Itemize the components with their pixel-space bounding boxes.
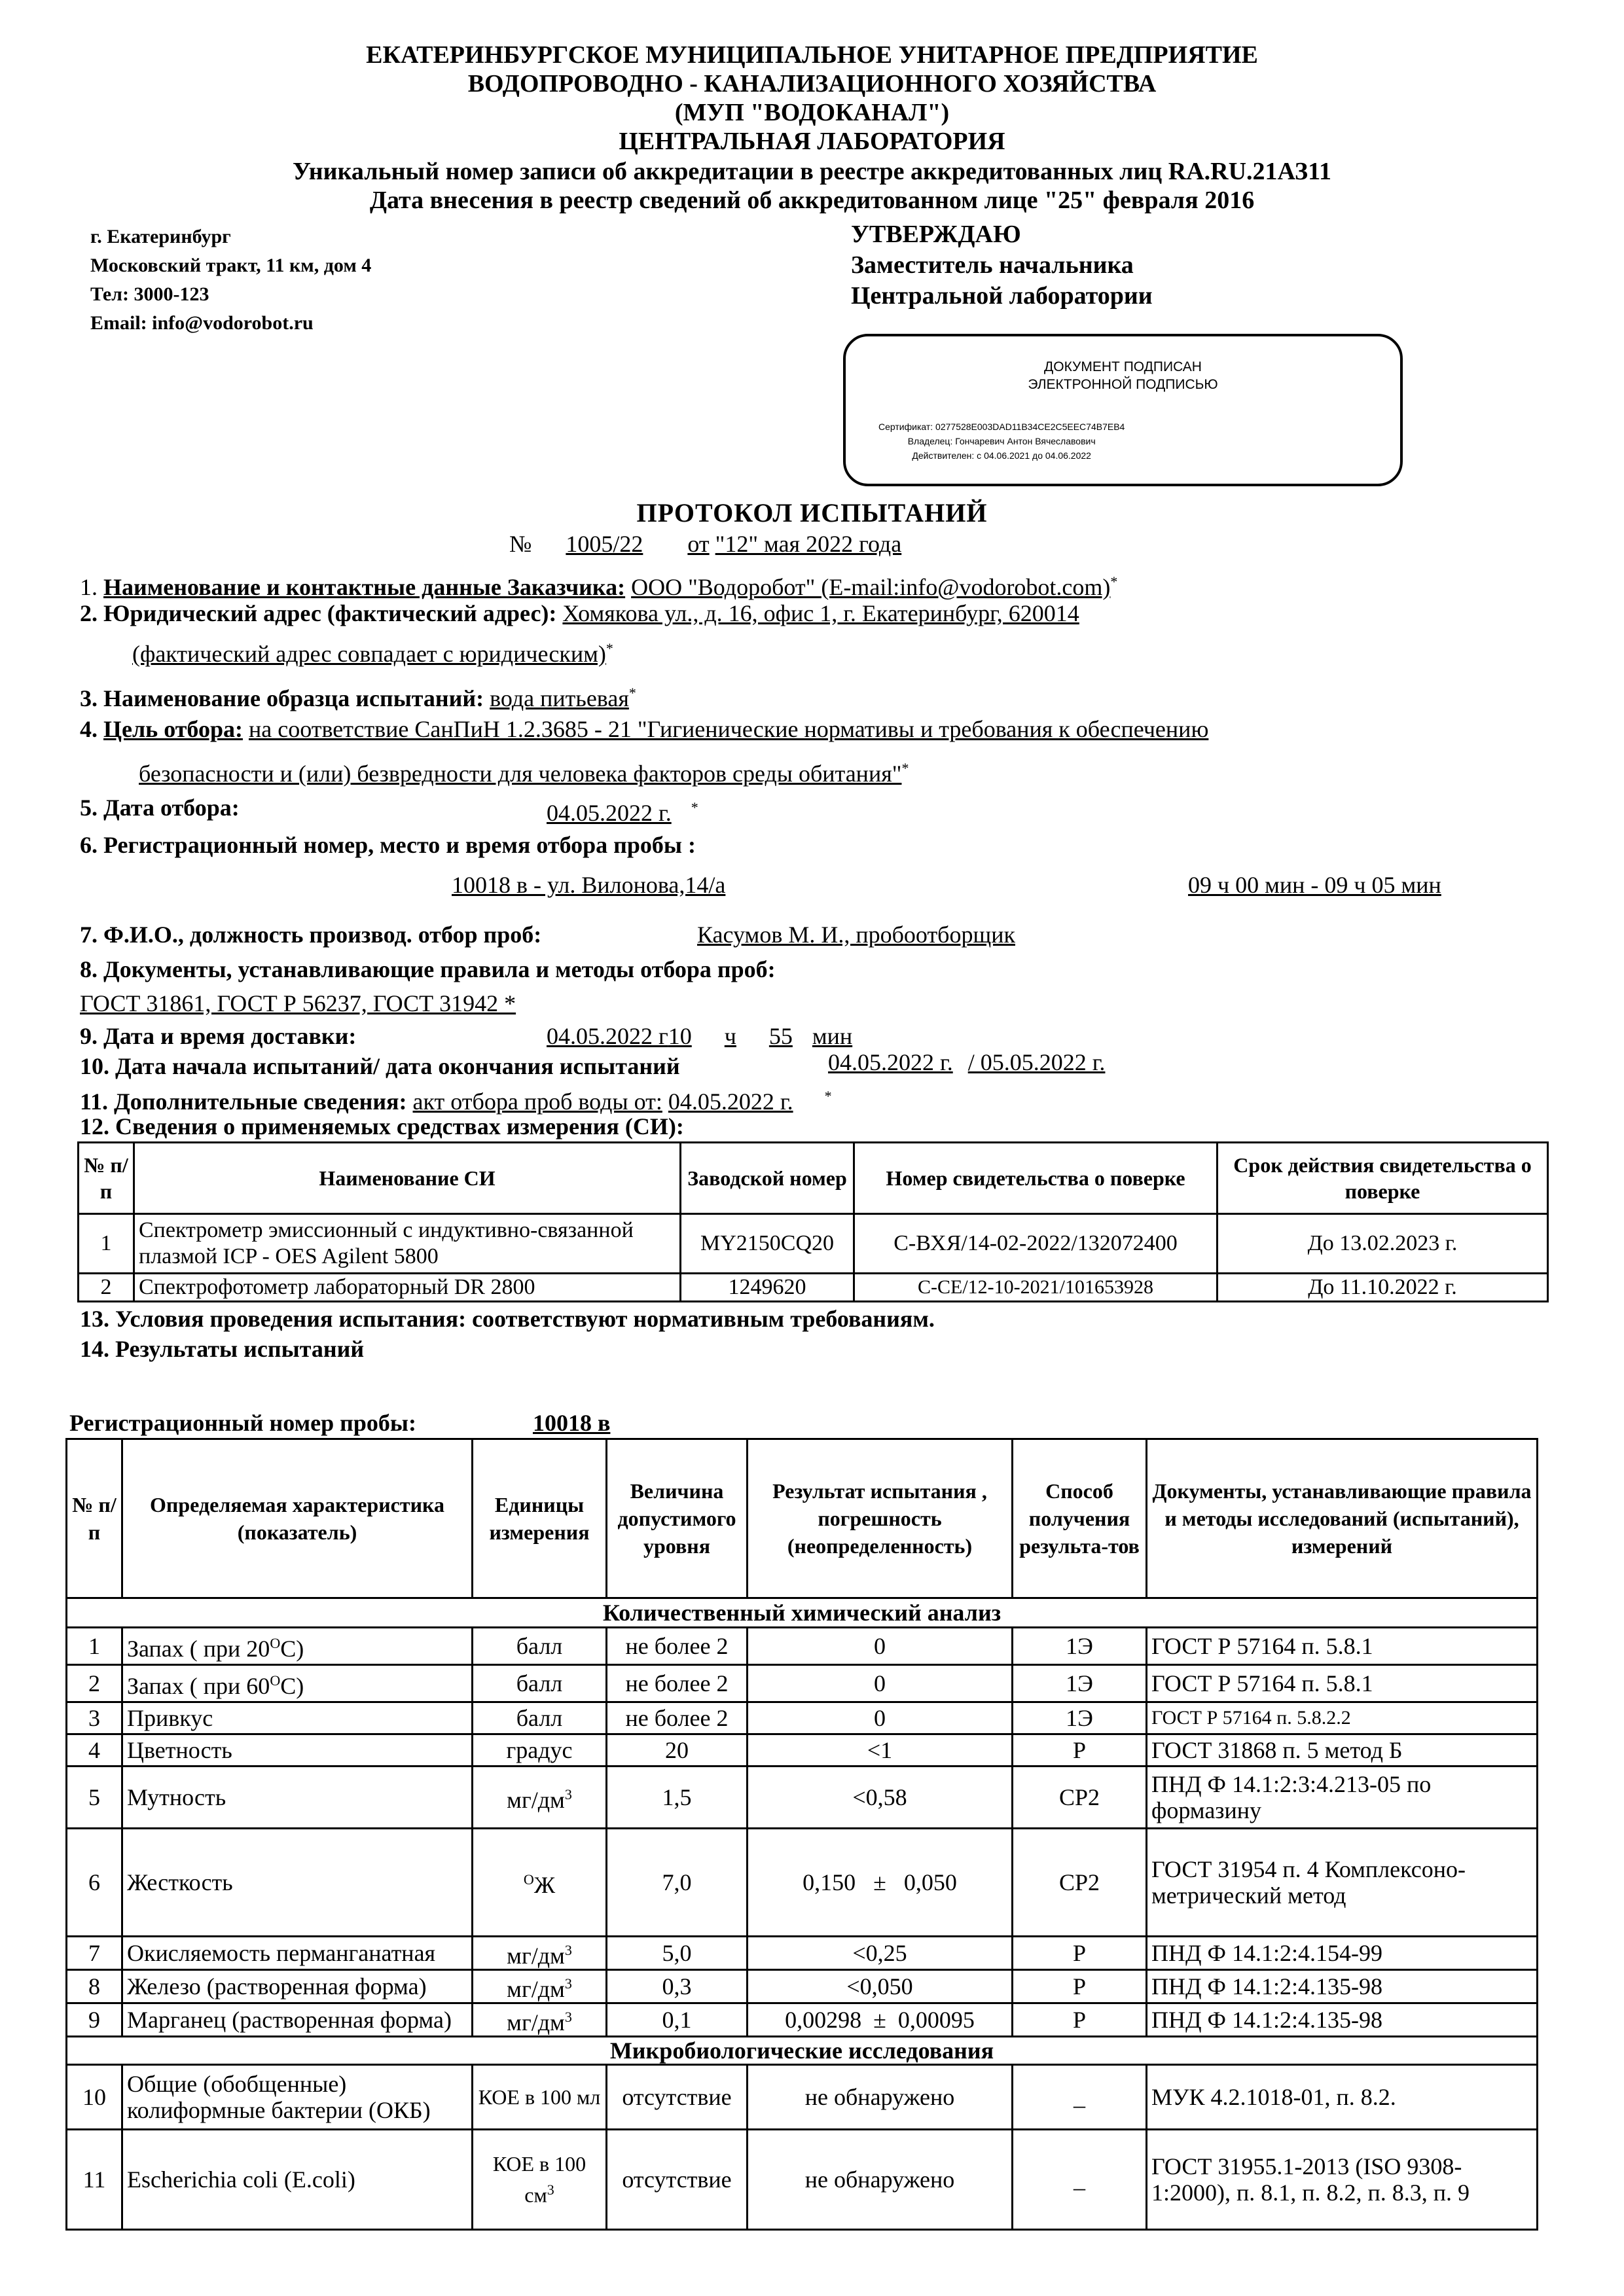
item-9-label: Дата и время доставки: xyxy=(103,1023,357,1049)
item-11-num: 11. xyxy=(80,1088,109,1115)
unit-hardness: Ж xyxy=(533,1872,556,1898)
table-row xyxy=(67,1665,1538,1702)
accreditation-date: Дата внесения в реестр сведений об аккредитованном лице "25" февраля 2016 xyxy=(369,187,1255,214)
res-cell: 3 xyxy=(67,1702,122,1734)
item-4-line2 xyxy=(80,755,909,787)
signature-certificate xyxy=(878,420,1125,463)
item-11-value: акт отбора проб воды от: xyxy=(412,1088,662,1115)
res-cell: 0,00298 ± 0,00095 xyxy=(748,2003,1013,2037)
item-6-value-wrap xyxy=(452,871,725,899)
res-cell: МУК 4.2.1018-01, п. 8.2. xyxy=(1147,2065,1538,2130)
res-cell xyxy=(473,2130,607,2230)
table-row xyxy=(79,1214,1548,1274)
address-street: Московский тракт, 11 км, дом 4 xyxy=(90,255,372,276)
res-cell: Р xyxy=(1013,1937,1147,1970)
res-cell: 0,3 xyxy=(607,1970,748,2003)
item-7 xyxy=(80,921,541,948)
item-2-label: Юридический адрес (фактический адрес): xyxy=(103,600,557,626)
item-9 xyxy=(80,1022,356,1050)
item-4-star: * xyxy=(901,760,909,776)
item-9-num: 9. xyxy=(80,1023,98,1049)
item-9-value: 04.05.2022 г xyxy=(547,1023,668,1049)
res-cell: 1 xyxy=(67,1628,122,1665)
item-10-num: 10. xyxy=(80,1053,109,1079)
res-cell: не обнаружено xyxy=(748,2130,1013,2230)
si-col-certificate: Номер свидетельства о поверке xyxy=(854,1143,1218,1214)
res-cell xyxy=(473,2003,607,2037)
si-cell: 1249620 xyxy=(681,1274,854,1302)
unit-mg-dm: мг/дм xyxy=(507,1787,565,1813)
res-cell: ПНД Ф 14.1:2:3:4.213-05 по формазину xyxy=(1147,1767,1538,1829)
item-10-value: 04.05.2022 г. xyxy=(828,1049,953,1075)
item-1-num: 1. xyxy=(80,574,98,600)
address-phone: Тел: 3000-123 xyxy=(90,283,209,305)
item-6-value: 10018 в - ул. Вилонова,14/а xyxy=(452,872,726,898)
item-1-value: ООО "Водоробот" (E-mail:info@vodorobot.com) xyxy=(631,574,1111,600)
item-4 xyxy=(80,715,1208,743)
results-table xyxy=(65,1438,1538,2231)
res-cell: 5 xyxy=(67,1767,122,1829)
res-cell: 7,0 xyxy=(607,1829,748,1937)
item-4-num: 4. xyxy=(80,716,98,742)
res-cell: Общие (обобщенные) колиформные бактерии (ОКБ) xyxy=(122,2065,473,2130)
res-col-num: № п/п xyxy=(67,1439,122,1598)
item-11-label: Дополнительные сведения: xyxy=(114,1088,407,1115)
res-odor60-text: Запах ( при 60 xyxy=(127,1673,270,1699)
registration-label: Регистрационный номер пробы: xyxy=(69,1410,416,1436)
res-cell: 0,1 xyxy=(607,2003,748,2037)
item-11-star: * xyxy=(824,1088,832,1104)
protocol-no-label: № xyxy=(509,531,532,557)
unit-cfu: КОЕ в 100 см xyxy=(492,2152,586,2207)
res-cell: отсутствие xyxy=(607,2130,748,2230)
si-cell: С-ВХЯ/14-02-2022/132072400 xyxy=(854,1214,1218,1274)
si-cell: С-СЕ/12-10-2021/101653928 xyxy=(854,1274,1218,1302)
item-10 xyxy=(80,1052,680,1080)
protocol-date: "12" мая 2022 года xyxy=(715,531,902,557)
signature-owner: Владелец: Гончаревич Антон Вячеславович xyxy=(907,436,1096,446)
item-8-label: Документы, устанавливающие правила и методы отбора проб: xyxy=(103,956,776,982)
res-cell: Привкус xyxy=(122,1702,473,1734)
res-cell: 11 xyxy=(67,2130,122,2230)
celsius-suffix: С) xyxy=(280,1673,304,1699)
unit-mg-dm: мг/дм xyxy=(507,1943,565,1969)
res-cell: Escherichia coli (E.coli) xyxy=(122,2130,473,2230)
table-row xyxy=(67,2130,1538,2230)
res-cell: 5,0 xyxy=(607,1937,748,1970)
item-1 xyxy=(80,568,1117,601)
item-9-hours-unit: ч xyxy=(724,1023,736,1049)
e-signature-stamp xyxy=(843,334,1403,486)
res-cell: СР2 xyxy=(1013,1767,1147,1829)
item-8-num: 8. xyxy=(80,956,98,982)
res-cell: Железо (растворенная форма) xyxy=(122,1970,473,2003)
item-3 xyxy=(80,679,636,712)
table-row xyxy=(67,1767,1538,1829)
cube-sup: 3 xyxy=(564,1786,572,1803)
item-9-value-wrap xyxy=(547,1022,852,1050)
cube-sup: 3 xyxy=(564,1975,572,1992)
item-8-value-wrap xyxy=(80,990,516,1017)
res-cell: Цветность xyxy=(122,1734,473,1767)
section-row xyxy=(67,2037,1538,2065)
res-cell: 0 xyxy=(748,1665,1013,1702)
item-2-num: 2. xyxy=(80,600,98,626)
unit-mg-dm: мг/дм xyxy=(507,1976,565,2002)
table-row xyxy=(67,1628,1538,1665)
res-cell: ГОСТ 31955.1-2013 (ISO 9308-1:2000), п. 8.1, п. 8.2, п. 8.3, п. 9 xyxy=(1147,2130,1538,2230)
res-cell: ГОСТ 31954 п. 4 Комплексоно-метрический метод xyxy=(1147,1829,1538,1937)
table-row xyxy=(67,1702,1538,1734)
res-col-units: Единицы измерения xyxy=(473,1439,607,1598)
res-cell: 8 xyxy=(67,1970,122,2003)
section-row xyxy=(67,1598,1538,1628)
res-cell: КОЕ в 100 мл xyxy=(473,2065,607,2130)
item-6-label: Регистрационный номер, место и время отбора пробы : xyxy=(103,832,696,858)
item-6-time: 09 ч 00 мин - 09 ч 05 мин xyxy=(1188,872,1441,898)
unit-mg-dm: мг/дм xyxy=(507,2009,565,2036)
protocol-from: от xyxy=(687,531,710,557)
res-cell xyxy=(473,1937,607,1970)
item-2 xyxy=(80,600,1079,627)
item-1-star: * xyxy=(1110,573,1118,590)
item-9-minutes: 55 xyxy=(768,1023,793,1049)
res-cell: ГОСТ Р 57164 п. 5.8.2.2 xyxy=(1147,1702,1538,1734)
si-cell: 1 xyxy=(79,1214,134,1274)
item-5-value-wrap xyxy=(547,794,698,827)
res-cell: отсутствие xyxy=(607,2065,748,2130)
item-1-label: Наименование и контактные данные Заказчика: xyxy=(103,574,626,600)
item-9-minutes-unit: мин xyxy=(812,1023,853,1049)
res-cell: балл xyxy=(473,1628,607,1665)
org-name-line2: ВОДОПРОВОДНО - КАНАЛИЗАЦИОННОГО ХОЗЯЙСТВА xyxy=(467,70,1157,98)
res-cell: _ xyxy=(1013,2065,1147,2130)
si-header-row xyxy=(79,1143,1548,1214)
item-6-num: 6. xyxy=(80,832,98,858)
res-col-limit: Величина допустимого уровня xyxy=(607,1439,748,1598)
res-cell: _ xyxy=(1013,2130,1147,2230)
res-cell: Р xyxy=(1013,1734,1147,1767)
res-cell: градус xyxy=(473,1734,607,1767)
degree-sup: О xyxy=(270,1635,281,1651)
res-cell: СР2 xyxy=(1013,1829,1147,1937)
item-3-star: * xyxy=(628,685,636,701)
item-5-label: Дата отбора: xyxy=(103,795,240,821)
res-cell: ГОСТ Р 57164 п. 5.8.1 xyxy=(1147,1628,1538,1665)
si-cell: Спектрофотометр лабораторный DR 2800 xyxy=(134,1274,681,1302)
res-cell: 4 xyxy=(67,1734,122,1767)
item-10-label: Дата начала испытаний/ дата окончания испытаний xyxy=(115,1053,680,1079)
res-odor20-text: Запах ( при 20 xyxy=(127,1636,270,1662)
item-12: 12. Сведения о применяемых средствах измерения (СИ): xyxy=(80,1113,684,1139)
res-cell: Окисляемость перманганатная xyxy=(122,1937,473,1970)
si-cell: До 11.10.2022 г. xyxy=(1218,1274,1548,1302)
res-cell: 1Э xyxy=(1013,1702,1147,1734)
res-cell: 1Э xyxy=(1013,1665,1147,1702)
res-cell: 1,5 xyxy=(607,1767,748,1829)
signature-valid: Действителен: с 04.06.2021 до 04.06.2022 xyxy=(912,450,1091,461)
si-col-num: № п/п xyxy=(79,1143,134,1214)
section-microbiology: Микробиологические исследования xyxy=(67,2037,1538,2065)
res-cell: не обнаружено xyxy=(748,2065,1013,2130)
item-2-line2 xyxy=(80,635,613,668)
res-cell: ПНД Ф 14.1:2:4.135-98 xyxy=(1147,1970,1538,2003)
res-cell: 9 xyxy=(67,2003,122,2037)
item-3-label: Наименование образца испытаний: xyxy=(103,685,484,711)
res-cell: 6 xyxy=(67,1829,122,1937)
res-cell xyxy=(473,1829,607,1937)
res-cell xyxy=(122,1628,473,1665)
cube-sup: 3 xyxy=(564,1942,572,1958)
item-6-time-wrap xyxy=(1188,871,1441,899)
item-9-hours: 10 xyxy=(668,1023,692,1049)
si-cell: Спектрометр эмиссионный с индуктивно-связанной плазмой ICP - OES Agilent 5800 xyxy=(134,1214,681,1274)
protocol-number-line xyxy=(509,530,901,558)
item-3-value: вода питьевая xyxy=(490,685,629,711)
address-city: г. Екатеринбург xyxy=(90,226,231,247)
item-2-value: Хомякова ул., д. 16, офис 1, г. Екатеринбург, 620014 xyxy=(562,600,1079,626)
results-header-row xyxy=(67,1439,1538,1598)
res-col-characteristic: Определяемая характеристика (показатель) xyxy=(122,1439,473,1598)
res-cell: ГОСТ Р 57164 п. 5.8.1 xyxy=(1147,1665,1538,1702)
res-cell: ПНД Ф 14.1:2:4.135-98 xyxy=(1147,2003,1538,2037)
res-cell: Мутность xyxy=(122,1767,473,1829)
address-block xyxy=(90,223,371,338)
res-col-result: Результат испытания , погрешность (неопределенность) xyxy=(748,1439,1013,1598)
item-2-value2: (фактический адрес совпадает с юридическим) xyxy=(132,641,606,667)
item-8-value: ГОСТ 31861, ГОСТ Р 56237, ГОСТ 31942 * xyxy=(80,990,516,1016)
res-cell: не более 2 xyxy=(607,1702,748,1734)
res-cell: 0 xyxy=(748,1628,1013,1665)
res-cell: 2 xyxy=(67,1665,122,1702)
approval-block xyxy=(851,219,1153,312)
item-7-value: Касумов М. И., пробоотборщик xyxy=(697,922,1015,948)
item-7-value-wrap xyxy=(697,921,1015,948)
address-email: Email: info@vodorobot.ru xyxy=(90,312,314,334)
res-cell: 10 xyxy=(67,2065,122,2130)
item-6 xyxy=(80,831,696,859)
res-cell: Р xyxy=(1013,1970,1147,2003)
protocol-number: 1005/22 xyxy=(566,531,643,557)
item-11-date: 04.05.2022 г. xyxy=(668,1088,793,1115)
approval-line1: Заместитель начальника xyxy=(851,251,1134,279)
res-cell: <0,050 xyxy=(748,1970,1013,2003)
approval-title: УТВЕРЖДАЮ xyxy=(851,221,1021,248)
degree-sup: О xyxy=(270,1672,281,1689)
signature-title xyxy=(846,358,1400,393)
item-4-value: на соответствие СанПиН 1.2.3685 - 21 "Гигиенические нормативы и требования к обеспечению xyxy=(248,716,1209,742)
signature-line2: ЭЛЕКТРОННОЙ ПОДПИСЬЮ xyxy=(1028,377,1218,392)
table-row xyxy=(67,1937,1538,1970)
table-row xyxy=(67,2003,1538,2037)
signature-cert: Сертификат: 0277528E003DAD11B34CE2C5EEC74B7EB4 xyxy=(878,422,1125,432)
approval-line2: Центральной лаборатории xyxy=(851,282,1153,310)
item-5-star: * xyxy=(691,799,698,816)
item-8 xyxy=(80,956,776,983)
table-row xyxy=(67,1829,1538,1937)
table-row xyxy=(67,2065,1538,2130)
table-row xyxy=(79,1274,1548,1302)
res-cell xyxy=(473,1970,607,2003)
res-cell: <0,25 xyxy=(748,1937,1013,1970)
si-cell: 2 xyxy=(79,1274,134,1302)
registration-value: 10018 в xyxy=(532,1410,611,1436)
res-cell: <0,58 xyxy=(748,1767,1013,1829)
si-col-name: Наименование СИ xyxy=(134,1143,681,1214)
item-2-star: * xyxy=(605,640,613,656)
res-cell xyxy=(473,1767,607,1829)
res-cell: не более 2 xyxy=(607,1665,748,1702)
res-cell: 7 xyxy=(67,1937,122,1970)
org-name-line1: ЕКАТЕРИНБУРГСКОЕ МУНИЦИПАЛЬНОЕ УНИТАРНОЕ ПРЕДПРИЯТИЕ xyxy=(366,41,1258,69)
item-10-value2: / 05.05.2022 г. xyxy=(967,1049,1106,1075)
res-cell: 0,150 ± 0,050 xyxy=(748,1829,1013,1937)
cube-sup: 3 xyxy=(564,2009,572,2025)
item-4-value2: безопасности и (или) безвредности для человека факторов среды обитания" xyxy=(139,761,902,787)
item-3-num: 3. xyxy=(80,685,98,711)
res-cell xyxy=(122,1665,473,1702)
accreditation-number: Уникальный номер записи об аккредитации в реестре аккредитованных лиц RA.RU.21АЗ11 xyxy=(293,158,1331,185)
item-11 xyxy=(80,1083,832,1115)
res-cell: Марганец (растворенная форма) xyxy=(122,2003,473,2037)
res-cell: не более 2 xyxy=(607,1628,748,1665)
res-cell: балл xyxy=(473,1702,607,1734)
si-col-serial: Заводской номер xyxy=(681,1143,854,1214)
item-7-label: Ф.И.О., должность производ. отбор проб: xyxy=(103,922,542,948)
res-col-documents: Документы, устанавливающие правила и методы исследований (испытаний), измерений xyxy=(1147,1439,1538,1598)
res-cell: Жесткость xyxy=(122,1829,473,1937)
degree-sup: О xyxy=(523,1871,534,1888)
item-14: 14. Результаты испытаний xyxy=(80,1336,365,1362)
cube-sup: 3 xyxy=(547,2181,554,2198)
table-row xyxy=(67,1970,1538,2003)
res-cell: балл xyxy=(473,1665,607,1702)
res-cell: ГОСТ 31868 п. 5 метод Б xyxy=(1147,1734,1538,1767)
signature-line1: ДОКУМЕНТ ПОДПИСАН xyxy=(1044,359,1202,374)
res-cell: <1 xyxy=(748,1734,1013,1767)
item-5-value: 04.05.2022 г. xyxy=(547,800,672,826)
item-13: 13. Условия проведения испытания: соответствуют нормативным требованиям. xyxy=(80,1306,935,1332)
si-cell: До 13.02.2023 г. xyxy=(1218,1214,1548,1274)
res-cell: 20 xyxy=(607,1734,748,1767)
res-cell: 1Э xyxy=(1013,1628,1147,1665)
res-cell: ПНД Ф 14.1:2:4.154-99 xyxy=(1147,1937,1538,1970)
table-row xyxy=(67,1734,1538,1767)
res-col-method: Способ получения результа-тов xyxy=(1013,1439,1147,1598)
measurement-instruments-table xyxy=(77,1141,1549,1302)
section-chemical: Количественный химический анализ xyxy=(67,1598,1538,1628)
item-5-num: 5. xyxy=(80,795,98,821)
res-cell: 0 xyxy=(748,1702,1013,1734)
item-4-label: Цель отбора: xyxy=(103,716,243,742)
si-col-validity: Срок действия свидетельства о поверке xyxy=(1218,1143,1548,1214)
lab-name: ЦЕНТРАЛЬНАЯ ЛАБОРАТОРИЯ xyxy=(619,128,1005,155)
si-cell: MY2150CQ20 xyxy=(681,1214,854,1274)
org-name-line3: (МУП "ВОДОКАНАЛ") xyxy=(674,99,950,126)
registration-line xyxy=(69,1409,610,1437)
item-7-num: 7. xyxy=(80,922,98,948)
protocol-title: ПРОТОКОЛ ИСПЫТАНИЙ xyxy=(636,498,988,528)
celsius-suffix: С) xyxy=(280,1636,304,1662)
item-5 xyxy=(80,794,240,821)
item-10-value-wrap xyxy=(828,1049,1105,1076)
res-cell: Р xyxy=(1013,2003,1147,2037)
